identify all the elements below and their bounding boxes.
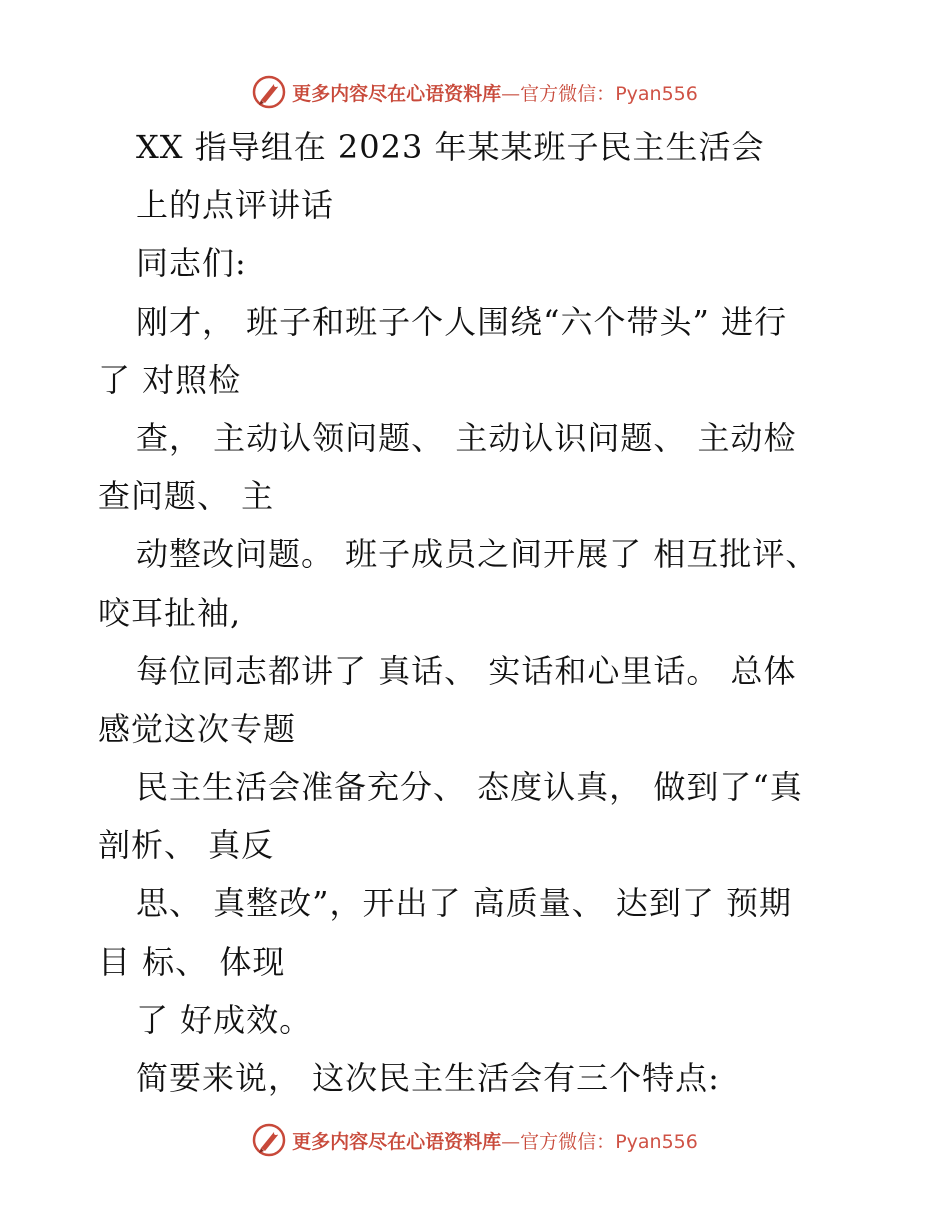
text-line: XX 指导组在 2023 年某某班子民主生活会: [136, 128, 765, 166]
banner-separator: —: [501, 82, 521, 105]
text-line: 简要来说， 这次民主生活会有三个特点:: [136, 1059, 720, 1097]
header-banner: [0, 72, 950, 112]
banner-wechat-label: 官方微信：: [520, 82, 616, 105]
text-line: 动整改问题。 班子成员之间开展了 相互批评、: [136, 535, 819, 574]
banner-wechat-label: 官方微信：: [520, 1130, 616, 1153]
text-line: 查问题、 主: [98, 477, 275, 516]
banner-wechat-id: Pyan556: [615, 1130, 698, 1153]
text-line: 了 好成效。: [136, 1000, 313, 1039]
text-line: 刚才， 班子和班子个人围绕“六个带头” 进行: [136, 302, 788, 341]
pen-logo-icon: [252, 75, 286, 109]
text-line: 每位同志都讲了 真话、 实话和心里话。 总体: [136, 651, 797, 690]
text-line: 目 标、 体现: [98, 942, 286, 981]
text-line: 查， 主动认领问题、 主动认识问题、 主动检: [136, 418, 797, 457]
banner-text: [292, 79, 698, 106]
text-line: 咬耳扯袖,: [98, 593, 242, 632]
text-line: 了 对照检: [98, 360, 242, 399]
banner-wechat-id: Pyan556: [615, 82, 698, 105]
banner-separator: —: [501, 1130, 521, 1153]
text-line: 思、 真整改”，开出了 高质量、 达到了 预期: [136, 884, 793, 923]
text-line: 民主生活会准备充分、 态度认真， 做到了“真: [136, 768, 803, 807]
banner-site-text: 更多内容尽在心语资料库: [292, 82, 502, 105]
text-line: 剖析、 真反: [98, 826, 275, 865]
pen-logo-icon: [252, 1123, 286, 1157]
text-line: 上的点评讲话: [136, 186, 335, 225]
text-line: 同志们:: [136, 244, 247, 283]
text-line: 感觉这次专题: [98, 709, 297, 748]
banner-site-text: 更多内容尽在心语资料库: [292, 1130, 502, 1153]
document-body: [98, 118, 858, 1107]
footer-banner: [0, 1120, 950, 1160]
banner-text: [292, 1127, 698, 1154]
